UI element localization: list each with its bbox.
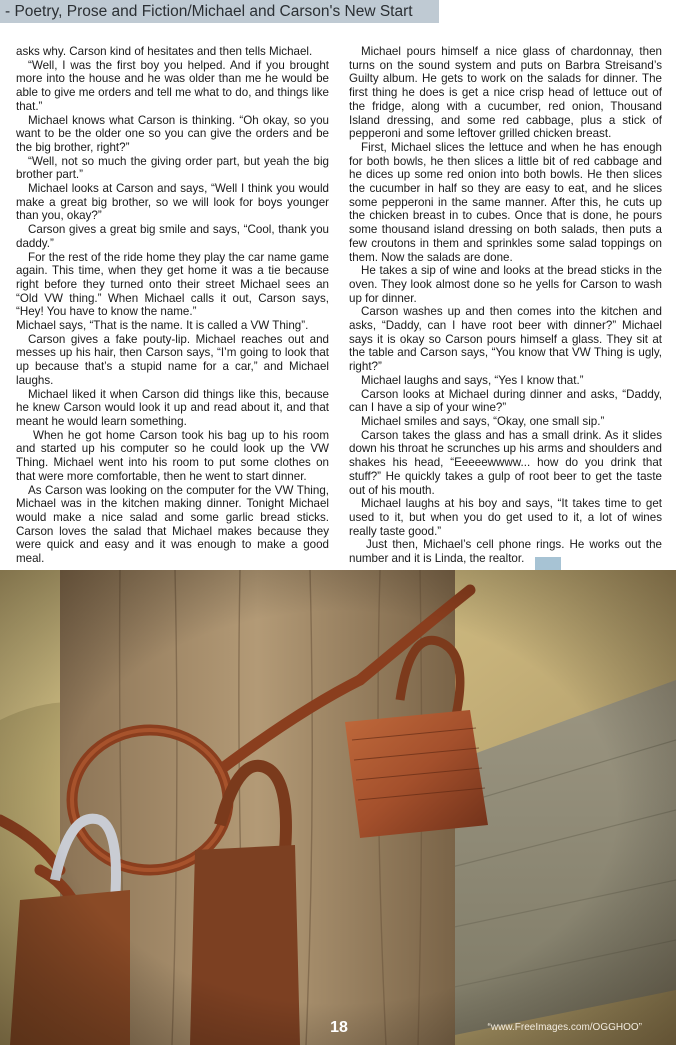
paragraph: Carson gives a fake pouty-lip. Michael reaches out and messes up his hair, then Carson says, “I’m going to look that up because that’s a stupid name for a car,” and Michael laughs. xyxy=(16,332,329,387)
page-number: 18 xyxy=(330,1019,348,1036)
paragraph: Just then, Michael’s cell phone rings. He works out the number and it is Linda, the realtor. xyxy=(349,538,662,566)
paragraph: Carson gives a great big smile and says, “Cool, thank you daddy.” xyxy=(16,223,329,250)
left-column xyxy=(16,45,329,566)
paragraph: Michael pours himself a nice glass of chardonnay, then turns on the sound system and puts on Barbra Streisand’s Guilty album. He gets to work on the salads for dinner. The first thing he does is get a nice crisp head of lettuce out of the fridge, along with a cucumber, red onion, Thousand Island dressing, and some red cabbage, plus a stick of pepperoni and some leftover grilled chicken breast. xyxy=(349,45,662,141)
paragraph: Michael looks at Carson and says, “Well I think you would make a great big brother, so we will look for boys younger than you, okay?” xyxy=(16,182,329,223)
paragraph: When he got home Carson took his bag up to his room and started up his computer so he could look up the VW Thing. Michael went into his room to put some clothes on that were more comfortable, then he went to start dinner. xyxy=(16,428,329,483)
paragraph: Carson takes the glass and has a small drink. As it slides down his throat he scrunches up his arms and shoulders and shakes his head, “Eeeeewwww... how do you drink that stuff?” He quickly takes a gulp of root beer to get the taste out of his mouth. xyxy=(349,428,662,497)
paragraph: Michael says, “That is the name. It is called a VW Thing”. xyxy=(16,319,309,333)
paragraph: Michael smiles and says, “Okay, one small sip.” xyxy=(361,414,605,428)
paragraph: As Carson was looking on the computer for the VW Thing, Michael was in the kitchen making dinner. Tonight Michael would make a nice salad and some garlic bread sticks. Carson loves the salad that Michael makes because they were quick and easy and it was enough to make a good meal. xyxy=(16,483,329,566)
paragraph: First, Michael slices the lettuce and when he has enough for both bowls, he then slices a little bit of red cabbage and he dices up some red onion into both bowls. He then slices the cucumber in half so they are easy to eat, and he slices some pepperoni in the same manner. After this, he cuts up the chicken breast in to cubes. Once that is done, he pours some thousand island dressing on both salads, then puts a few croutons in them and sprinkles some salad toppings on them. Now the salads are done. xyxy=(349,140,662,264)
right-column xyxy=(349,45,662,566)
paragraph: “Well, not so much the giving order part, but yeah the big brother part.” xyxy=(16,154,329,182)
paragraph: Carson looks at Michael during dinner and asks, “Daddy, can I have a sip of your wine?” xyxy=(349,387,662,415)
paragraph: Michael laughs at his boy and says, “It takes time to get used to it, but when you do get used to it, a lot of wines really taste good.” xyxy=(349,497,662,538)
paragraph: Michael laughs and says, “Yes I know that.” xyxy=(361,373,584,387)
paragraph: He takes a sip of wine and looks at the bread sticks in the oven. They look almost done so he yells for Carson to wash up for dinner. xyxy=(349,264,662,305)
paragraph: “Well, I was the first boy you helped. And if you brought more into the house and he was older than me he would be able to give me orders and tell me what to do, and things like that.” xyxy=(16,58,329,113)
section-title: - Poetry, Prose and Fiction/Michael and Carson's New Start xyxy=(5,3,413,20)
padlocks-photo xyxy=(0,570,676,1045)
paragraph: For the rest of the ride home they play the car name game again. This time, when they get home it was a tie because right before they turned onto their street Michael sees an “Old VW thing.” When Michael calls it out, Carson says, “Hey! You have to know the name.” xyxy=(16,250,329,319)
paragraph: Carson washes up and then comes into the kitchen and asks, “Daddy, can I have root beer with dinner?” Michael says it is okay so Carson pours himself a glass. They sit at the table and Carson says, “You know that VW Thing is ugly, right?” xyxy=(349,305,662,374)
paragraph: Michael liked it when Carson did things like this, because he knew Carson would look it up and read about it, and that meant he would learn something. xyxy=(16,387,329,428)
section-header xyxy=(0,0,439,23)
article-body xyxy=(16,45,662,567)
photo-credit: “www.FreeImages.com/OGGHOO” xyxy=(487,1022,642,1033)
paragraph: Michael knows what Carson is thinking. “Oh okay, so you want to be the older one so you can give the orders and be the big brother, right?” xyxy=(16,113,329,154)
paragraph: asks why. Carson kind of hesitates and then tells Michael. xyxy=(16,45,313,58)
